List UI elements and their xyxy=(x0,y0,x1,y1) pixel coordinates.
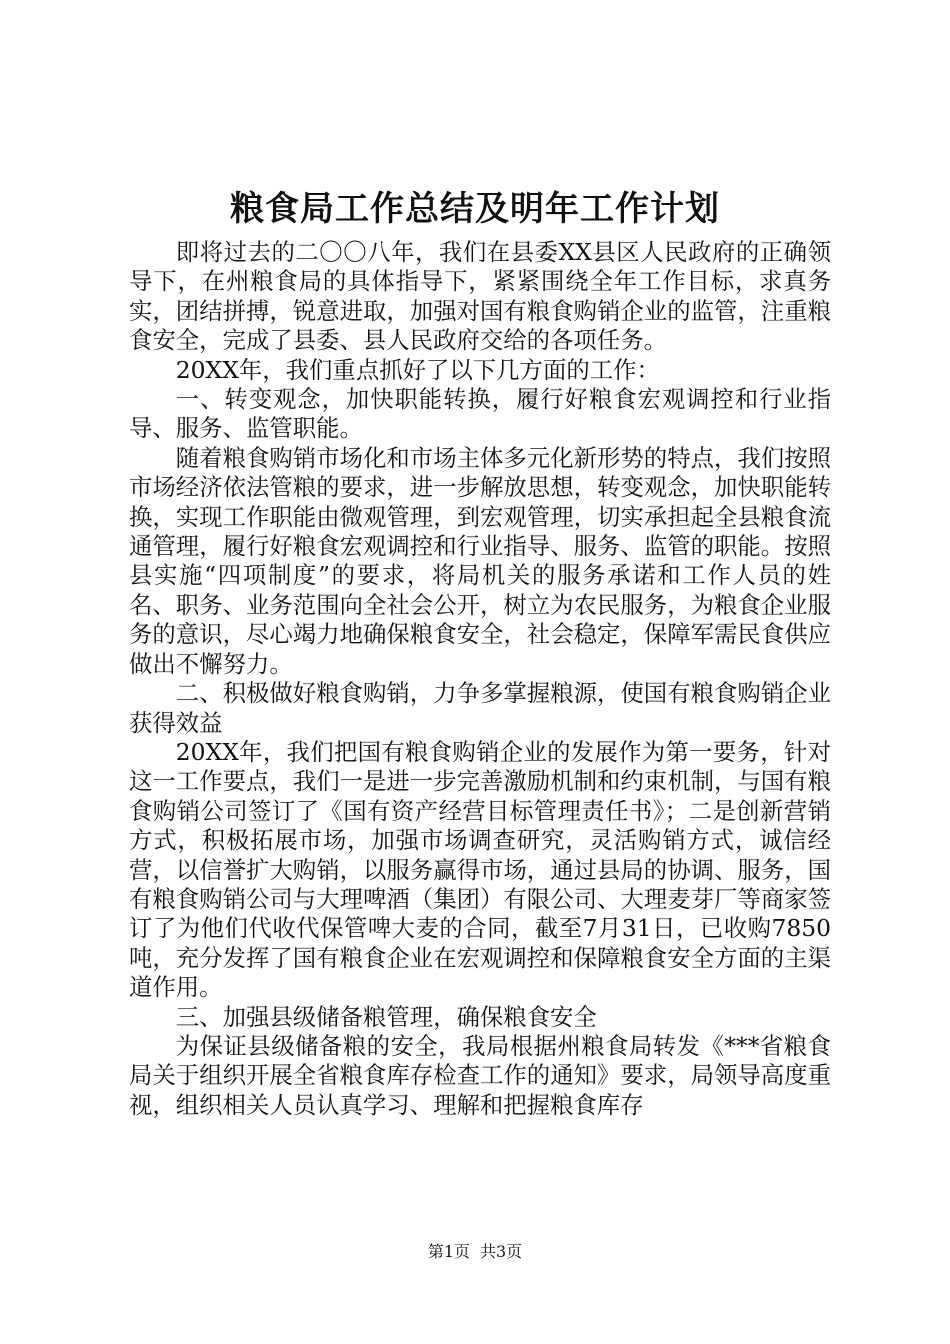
page-total: 共3页 xyxy=(480,1242,523,1261)
page-footer xyxy=(0,1241,950,1263)
section-heading-2: 二、积极做好粮食购销，力争多掌握粮源，使国有粮食购销企业获得效益 xyxy=(129,679,831,737)
page-number: 第1页 xyxy=(427,1242,470,1261)
paragraph-section-1: 随着粮食购销市场化和市场主体多元化新形势的特点，我们按照市场经济依法管粮的要求，进一步解放思想，转变观念，加快职能转换，实现工作职能由微观管理，到宏观管理，切实承担起全县粮食流通管理，履行好粮食宏观调控和行业指导、服务、监管的职能。按照县实施“四项制度”的要求，将局机关的服务承诺和工作人员的姓名、职务、业务范围向全社会公开，树立为农民服务，为粮食企业服务的意识，尽心竭力地确保粮食安全，社会稳定，保障军需民食供应做出不懈努力。 xyxy=(129,443,831,678)
document-title: 粮食局工作总结及明年工作计划 xyxy=(230,189,720,229)
paragraph-intro: 即将过去的二〇〇八年，我们在县委XX县区人民政府的正确领导下，在州粮食局的具体指导下，紧紧围绕全年工作目标，求真务实，团结拼搏，锐意进取，加强对国有粮食购销企业的监管，注重粮食安全，完成了县委、县人民政府交给的各项任务。 xyxy=(129,238,831,355)
paragraph-section-3: 为保证县级储备粮的安全，我局根据州粮食局转发《***省粮食局关于组织开展全省粮食库存检查工作的通知》要求，局领导高度重视，组织相关人员认真学习、理解和把握粮食库存 xyxy=(129,1031,831,1119)
document-body xyxy=(129,238,831,1120)
section-heading-1: 一、转变观念，加快职能转换，履行好粮食宏观调控和行业指导、服务、监管职能。 xyxy=(129,385,831,443)
paragraph-section-2: 20XX年，我们把国有粮食购销企业的发展作为第一要务，针对这一工作要点，我们一是进一步完善激励机制和约束机制，与国有粮食购销公司签订了《国有资产经营目标管理责任书》；二是创新营销方式，积极拓展市场，加强市场调查研究，灵活购销方式，诚信经营，以信誉扩大购销，以服务赢得市场，通过县局的协调、服务，国有粮食购销公司与大理啤酒（集团）有限公司、大理麦芽厂等商家签订了为他们代收代保管啤大麦的合同，截至7月31日，已收购7850吨，充分发挥了国有粮食企业在宏观调控和保障粮食安全方面的主渠道作用。 xyxy=(129,737,831,1002)
section-heading-3: 三、加强县级储备粮管理，确保粮食安全 xyxy=(175,1002,597,1031)
paragraph-summary-lead: 20XX年，我们重点抓好了以下几方面的工作： xyxy=(175,355,660,384)
